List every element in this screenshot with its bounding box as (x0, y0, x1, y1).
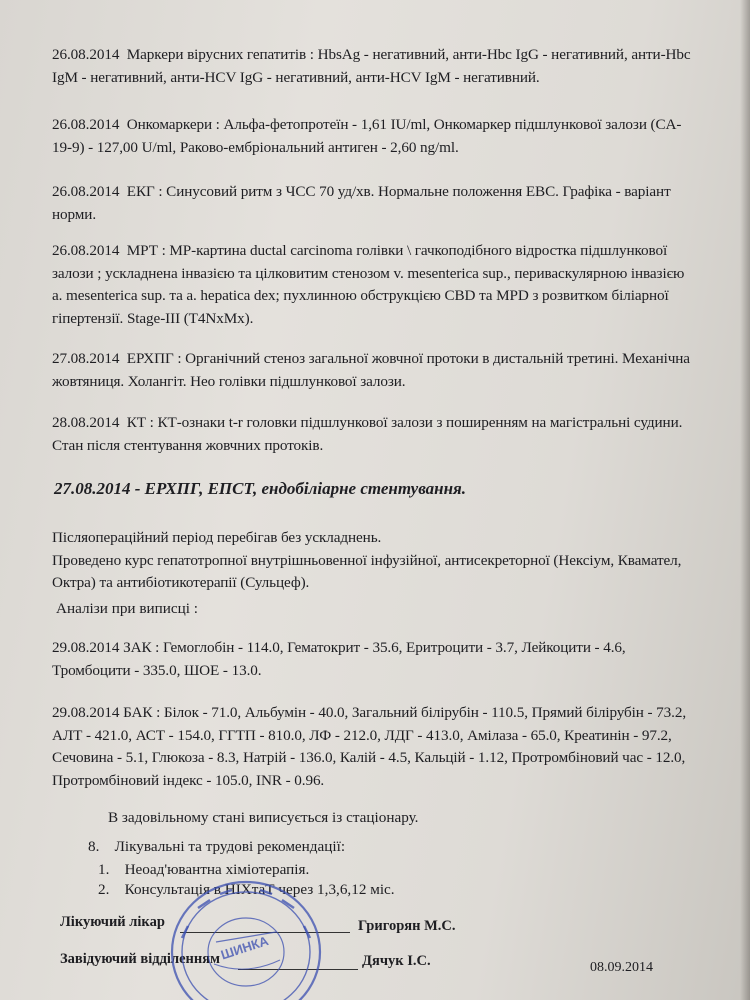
entry-mri (52, 240, 692, 330)
entry-text: Онкомаркери : Альфа-фетопротеїн - 1,61 IU/ml, Онкомаркер підшлункової залози (CA-19-9) - 127,00 U/ml, Раково-ембріональний антиген - 2,60 ng/ml. (52, 116, 682, 156)
recommendation-item (98, 859, 309, 881)
item-text: Неоад'ювантна хіміотерапія. (124, 861, 310, 878)
operation-heading: 27.08.2014 - ЕРХПГ, ЕПСТ, ендобіліарне стентування. (54, 479, 467, 498)
item-number: 1. (98, 861, 110, 878)
doctor-name: Григорян М.С. (358, 918, 456, 934)
analysis-date: 29.08.2014 (52, 704, 120, 721)
entry-hepatitis-markers (52, 44, 692, 89)
entry-ercp (52, 348, 692, 393)
page-edge-shadow (740, 0, 750, 1000)
entry-date: 26.08.2014 (52, 183, 120, 200)
entry-text: ЕКГ : Синусовий ритм з ЧСС 70 уд/хв. Нормальне положення ЕВС. Графіка - варіант норми. (52, 183, 671, 223)
discharge-statement: В задовільному стані виписується із стаціонару. (108, 809, 419, 826)
entry-date: 28.08.2014 (52, 414, 120, 431)
analysis-date: 29.08.2014 (52, 639, 120, 656)
section-title: Лікувальні та трудові рекомендації: (114, 838, 346, 855)
entry-date: 27.08.2014 (52, 350, 120, 367)
analysis-biochem (52, 702, 692, 792)
postop-line-1: Післяопераційний період перебігав без ускладнень. (52, 529, 382, 546)
entry-text: ЕРХПГ : Органічний стеноз загальної жовчної протоки в дистальній третині. Механічна жовтяниця. Холангіт. Нео голівки підшлункової залози. (52, 350, 690, 390)
entry-text: Маркери вірусних гепатитів : HbsAg - негативний, анти-Hbc IgG - негативний, анти-Hbc IgM - негативний, анти-HCV IgG - негативний, анти-HCV IgM - негативний. (52, 46, 691, 86)
item-text: Консультація в НІХтаТ через 1,3,6,12 міс. (124, 881, 395, 898)
postop-paragraph (52, 527, 692, 595)
stamp-text: ШИНКА (218, 932, 271, 963)
postop-line-2: Проведено курс гепатотропної внутрішньовенної інфузійної, антисекреторної (Нексіум, Квамател, Октра) та антибіотикотерапії (Сульцеф). (52, 551, 682, 591)
recommendations-heading (88, 836, 345, 858)
hospital-stamp (168, 880, 324, 1000)
entry-ecg (52, 181, 692, 226)
entry-date: 26.08.2014 (52, 242, 120, 259)
entry-text: КТ : КТ-ознаки t-r головки підшлункової залози з поширенням на магістральні судини. Стан після стентування жовчних протоків. (52, 414, 683, 454)
entry-oncomarkers (52, 114, 692, 159)
entry-text: МРТ : МР-картина ductal carcinoma голівки \ гачкоподібного відростка підшлункової залози ; ускладнена інвазією та цілковитим стенозом v. mesenterica sup., периваскулярною інвазією a. mesenterica sup. та a. hepatica dex; пухлинною обструкцією CBD та MPD з розвитком біліарної гіпертензії. Stage-III (T4NxMx). (52, 242, 685, 327)
entry-date: 26.08.2014 (52, 116, 120, 133)
head-name: Дячук І.С. (362, 953, 431, 969)
entry-ct (52, 412, 692, 457)
head-label: Завідуючий відділенням (60, 951, 220, 967)
doctor-label: Лікуючий лікар (60, 914, 165, 930)
analysis-cbc (52, 637, 692, 682)
entry-date: 26.08.2014 (52, 46, 120, 63)
analysis-text: ЗАК : Гемоглобін - 114.0, Гематокрит - 35.6, Еритроцити - 3.7, Лейкоцити - 4.6, Тромбоцити - 335.0, ШОЕ - 13.0. (52, 639, 626, 679)
analyses-title: Аналізи при виписці : (56, 600, 198, 617)
analysis-text: БАК : Білок - 71.0, Альбумін - 40.0, Загальний білірубін - 110.5, Прямий білірубін - 73.2, АЛТ - 421.0, АСТ - 154.0, ГГТП - 810.0, ЛФ - 212.0, ЛДГ - 413.0, Амілаза - 65.0, Креатинін - 97.2, Сечовина - 5.1, Глюкоза - 8.3, Натрій - 136.0, Калій - 4.5, Кальцій - 1.12, Протромбіновий час - 12.0, Протромбіновий індекс - 105.0, INR - 0.96. (52, 704, 687, 789)
signature-date: 08.09.2014 (590, 960, 653, 975)
section-number: 8. (88, 838, 100, 855)
item-number: 2. (98, 881, 110, 898)
